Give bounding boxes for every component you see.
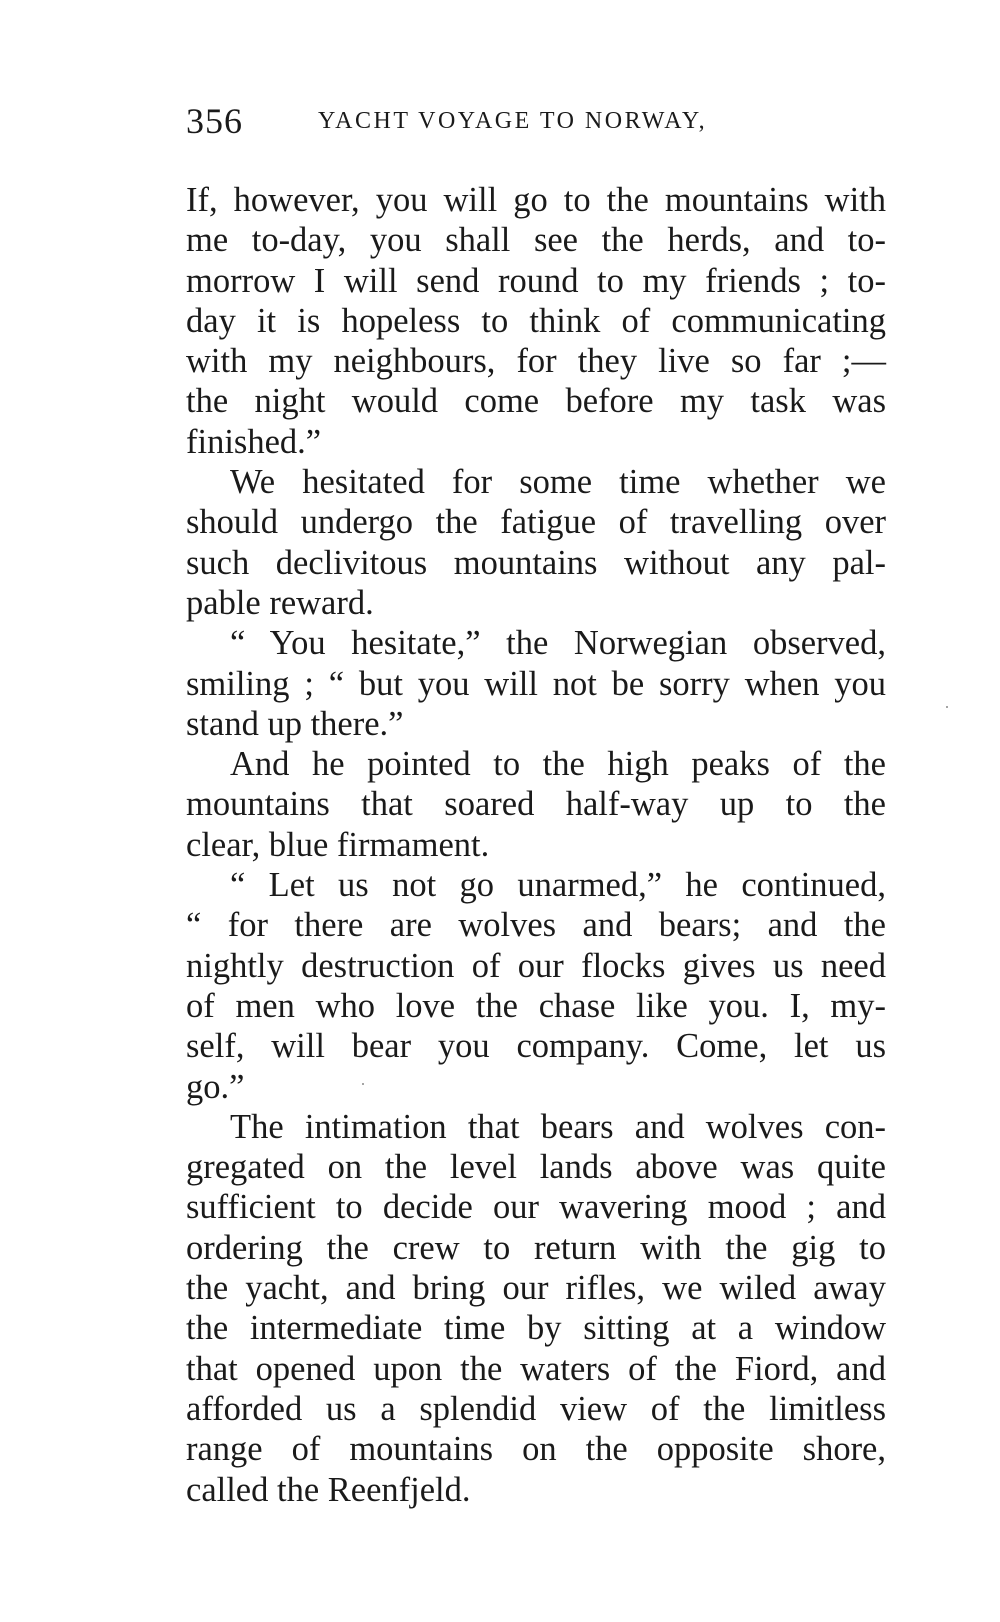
text-line: the intermediate time by sitting at a window <box>186 1309 886 1348</box>
text-line: finished.” <box>186 422 322 461</box>
text-line: ordering the crew to return with the gig to <box>186 1228 886 1267</box>
text-line: with my neighbours, for they live so far ;— <box>186 342 886 381</box>
text-line: afforded us a splendid view of the limitless <box>186 1389 886 1428</box>
text-line: smiling ; “ but you will not be sorry when you <box>186 664 886 703</box>
text-line: self, will bear you company. Come, let us <box>186 1027 886 1066</box>
text-line: “ You hesitate,” the Norwegian observed, <box>230 624 886 663</box>
text-line: should undergo the fatigue of travelling over <box>186 503 886 542</box>
text-line: gregated on the level lands above was quite <box>186 1148 886 1187</box>
text-line: “ for there are wolves and bears; and the <box>186 906 886 945</box>
page-number: 356 <box>186 101 243 141</box>
page-header <box>186 100 896 150</box>
text-line: clear, blue firmament. <box>186 825 490 864</box>
text-line: The intimation that bears and wolves con- <box>230 1107 886 1146</box>
print-speck <box>362 1083 364 1085</box>
text-line: If, however, you will go to the mountains with <box>186 181 886 219</box>
text-line: me to-day, you shall see the herds, and to- <box>186 221 886 260</box>
text-line: We hesitated for some time whether we <box>230 463 886 502</box>
text-line: pable reward. <box>186 583 374 622</box>
running-title: YACHT VOYAGE TO NORWAY, <box>318 108 708 134</box>
text-line: And he pointed to the high peaks of the <box>230 745 886 784</box>
text-line: sufficient to decide our wavering mood ; and <box>186 1188 886 1227</box>
body-text <box>186 180 886 1510</box>
text-line: called the Reenfjeld. <box>186 1470 471 1509</box>
text-line: nightly destruction of our flocks gives us need <box>186 946 886 985</box>
text-line: “ Let us not go unarmed,” he continued, <box>230 866 886 905</box>
text-line: stand up there.” <box>186 704 404 743</box>
text-line: such declivitous mountains without any pal- <box>186 543 886 582</box>
text-line: day it is hopeless to think of communicating <box>186 301 886 340</box>
text-line: morrow I will send round to my friends ; to- <box>186 261 886 300</box>
text-line: go.” <box>186 1067 245 1106</box>
text-line: range of mountains on the opposite shore, <box>186 1430 886 1469</box>
text-line: the yacht, and bring our rifles, we wiled away <box>186 1269 886 1308</box>
text-line: mountains that soared half-way up to the <box>186 785 886 824</box>
print-speck <box>946 706 948 708</box>
text-line: of men who love the chase like you. I, my- <box>186 986 886 1025</box>
text-line: that opened upon the waters of the Fiord, and <box>186 1349 886 1388</box>
text-line: the night would come before my task was <box>186 382 886 421</box>
